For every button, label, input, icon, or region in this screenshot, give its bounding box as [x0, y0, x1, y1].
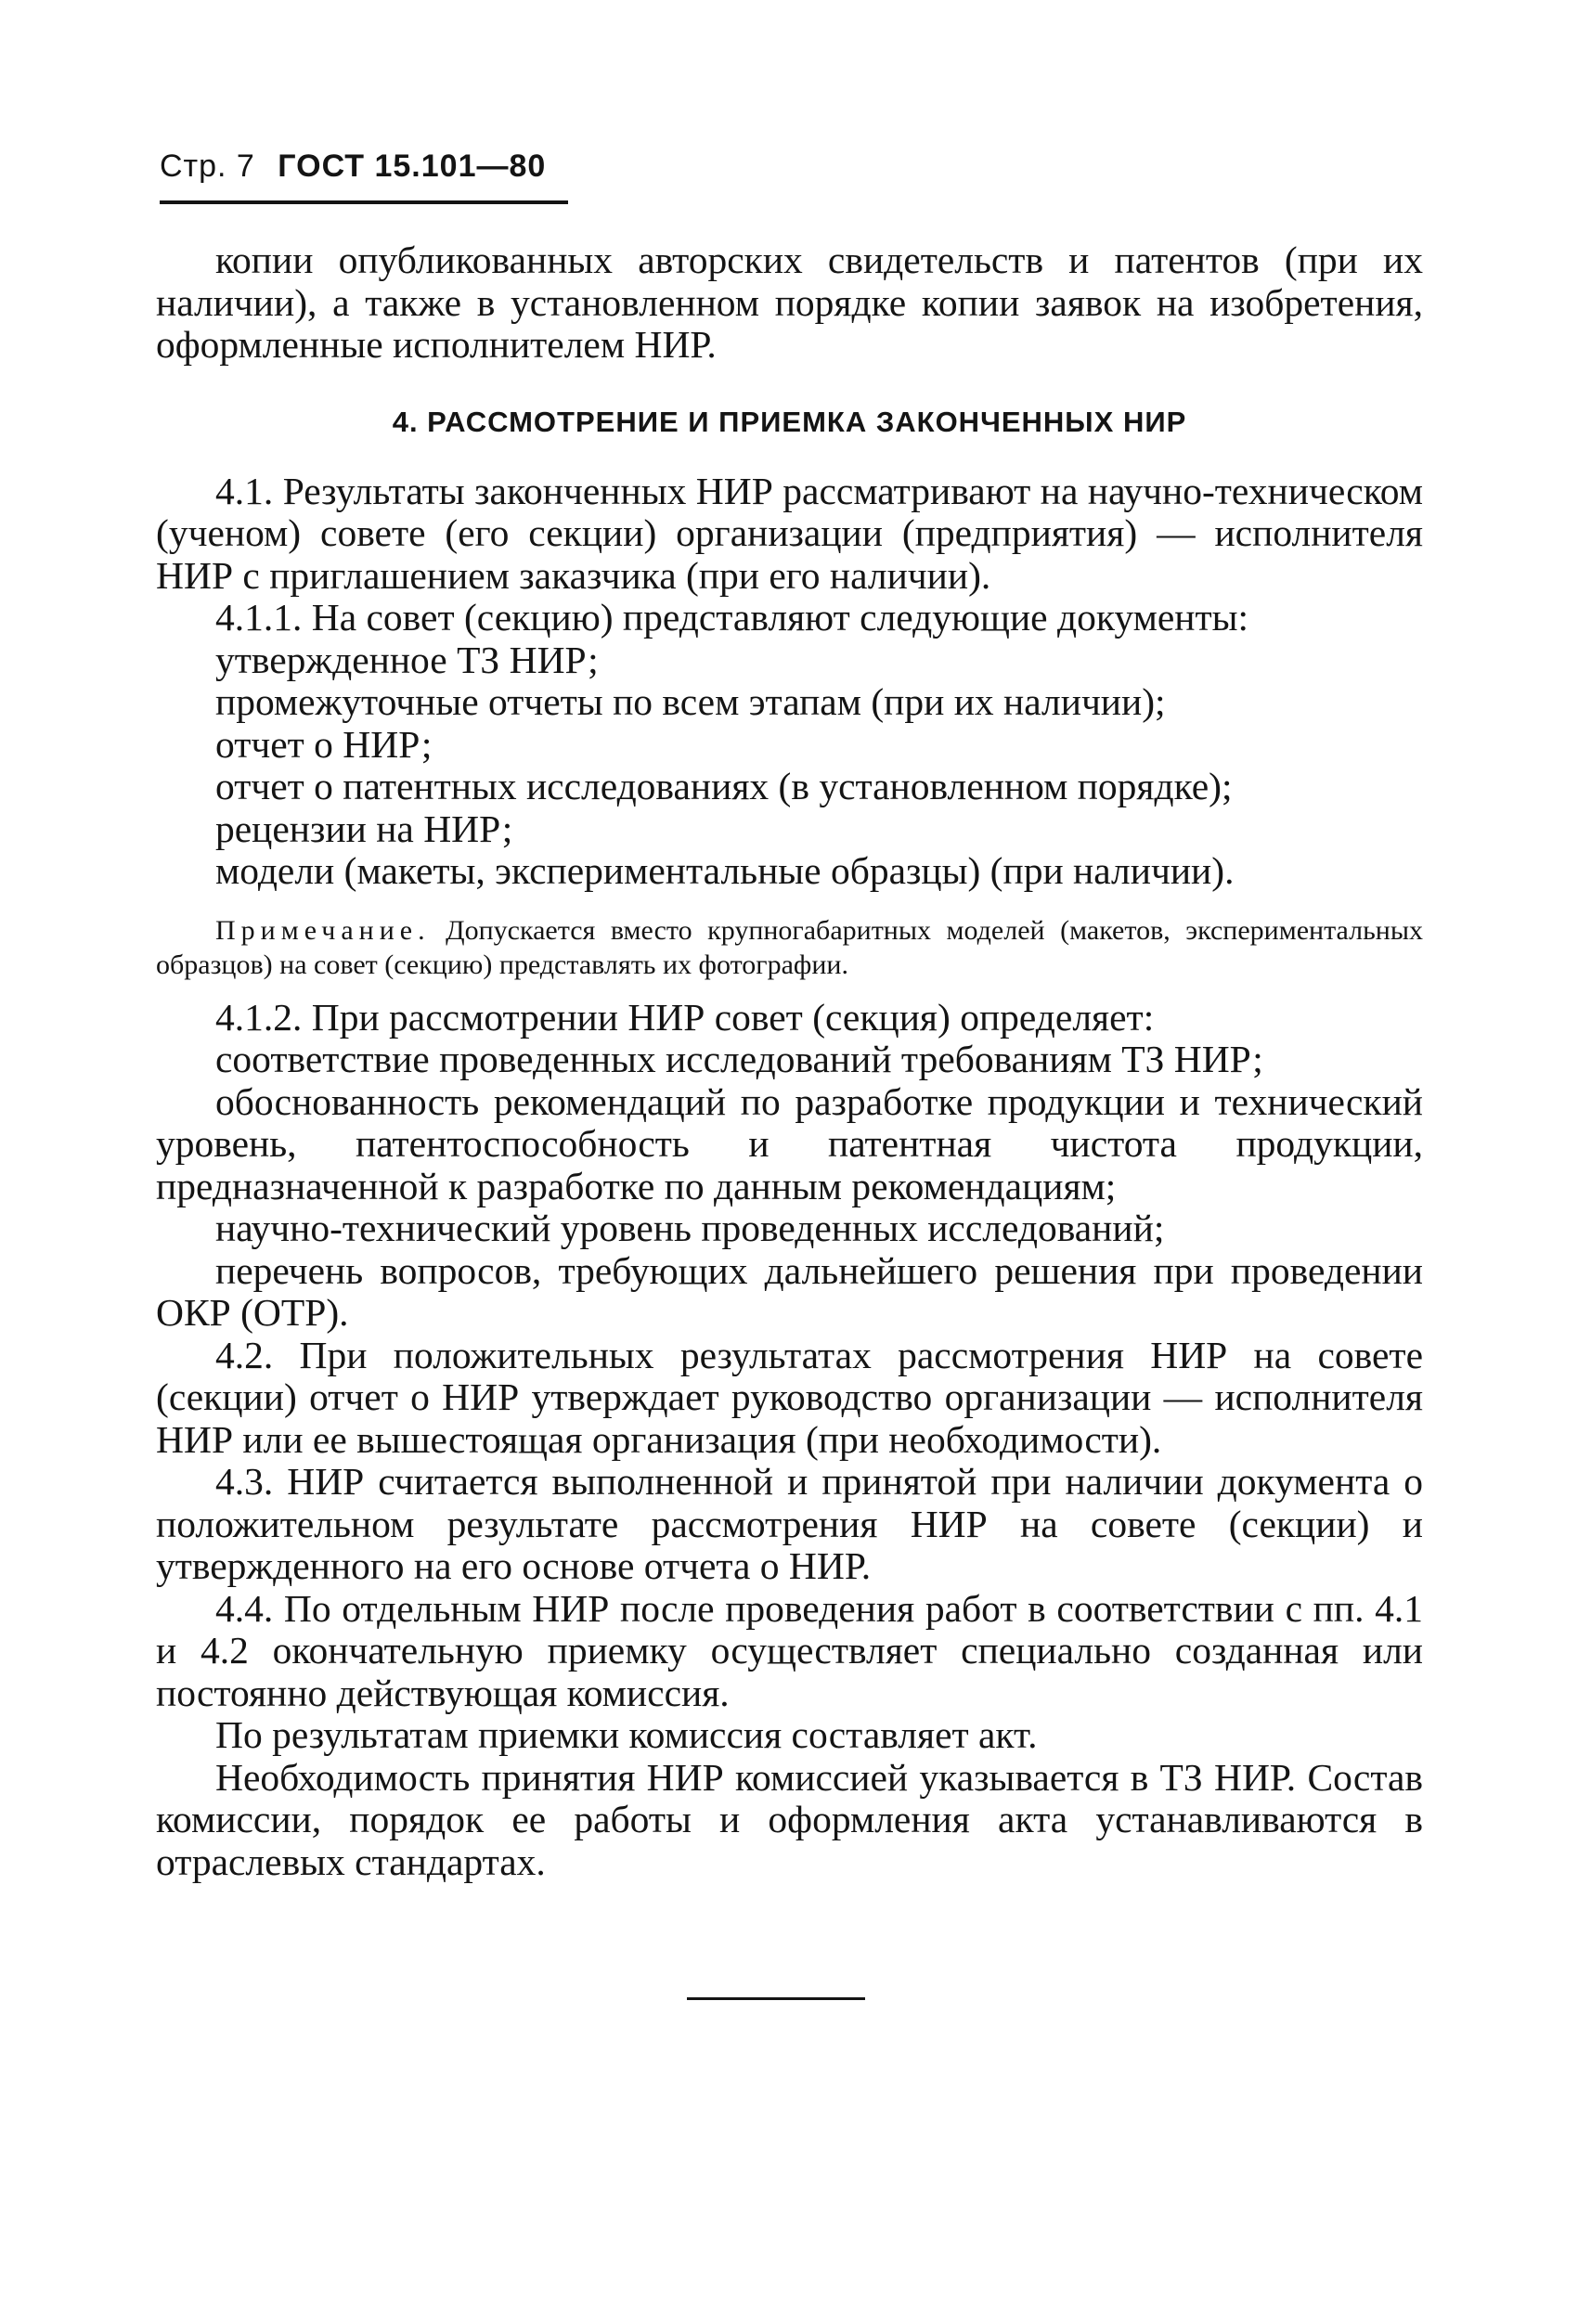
doc-list-item: рецензии на НИР;	[215, 807, 513, 850]
page-header	[160, 148, 546, 185]
page-number: Стр. 7	[160, 148, 255, 184]
clause-4-1-1: 4.1.1. На совет (секцию) представляют следующие документы:	[215, 596, 1249, 639]
clause-4-4-act: По результатам приемки комиссия составляет акт.	[215, 1713, 1038, 1756]
clause-4-1-2: 4.1.2. При рассмотрении НИР совет (секция) определяет:	[215, 995, 1155, 1039]
note	[156, 913, 1423, 982]
check-list-item: перечень вопросов, требующих дальнейшего решения при проведении ОКР (ОТР).	[156, 1248, 1423, 1334]
section-title: 4. РАССМОТРЕНИЕ И ПРИЕМКА ЗАКОНЧЕННЫХ НИР	[392, 405, 1187, 438]
doc-list-item: отчет о патентных исследованиях (в установленном порядке);	[215, 765, 1233, 807]
intro-paragraph: копии опубликованных авторских свидетельств и патентов (при их наличии), а также в установленном порядке копии заявок на изобретения, оформленные исполнителем НИР.	[156, 239, 1423, 366]
document-body	[156, 239, 1423, 1883]
clause-4-4: 4.4. По отдельным НИР после проведения работ в соответствии с пп. 4.1 и 4.2 окончательную приемку осуществляет специально созданная или постоянно действующая комиссия.	[156, 1586, 1423, 1714]
note-label: Примечание.	[215, 914, 431, 946]
clause-4-1: 4.1. Результаты законченных НИР рассматривают на научно-техническом (ученом) совете (его секции) организации (предприятия) — исполнителя НИР с приглашением заказчика (при его наличии).	[156, 469, 1423, 597]
check-list-item: научно-технический уровень проведенных исследований;	[215, 1207, 1165, 1249]
header-rule	[160, 200, 568, 204]
note-text: Допускается вместо крупногабаритных моделей (макетов, экспериментальных образцов) на совет (секцию) представлять их фотографии.	[156, 914, 1424, 980]
check-list-item: соответствие проведенных исследований требованиям ТЗ НИР;	[215, 1038, 1263, 1080]
clause-4-2: 4.2. При положительных результатах рассмотрения НИР на совете (секции) отчет о НИР утверждает руководство организации — исполнителя НИР или ее вышестоящая организация (при необходимости).	[156, 1333, 1423, 1461]
doc-list-item: утвержденное ТЗ НИР;	[215, 638, 599, 681]
end-rule	[687, 1997, 865, 2000]
clause-4-3: 4.3. НИР считается выполненной и принятой при наличии документа о положительном результате рассмотрения НИР на совете (секции) и утвержденного на его основе отчета о НИР.	[156, 1460, 1423, 1587]
check-list-item: обоснованность рекомендаций по разработке продукции и технический уровень, патентоспособность и патентная чистота продукции, предназначенной к разработке по данным рекомендациям;	[156, 1079, 1423, 1207]
doc-list-item: промежуточные отчеты по всем этапам (при их наличии);	[215, 680, 1166, 723]
clause-4-4-final: Необходимость принятия НИР комиссией указывается в ТЗ НИР. Состав комиссии, порядок ее работы и оформления акта устанавливаются в отраслевых стандартах.	[156, 1755, 1423, 1883]
doc-list-item: отчет о НИР;	[215, 722, 433, 766]
doc-list-item: модели (макеты, экспериментальные образцы) (при наличии).	[215, 849, 1235, 892]
standard-designation: ГОСТ 15.101—80	[278, 148, 547, 184]
